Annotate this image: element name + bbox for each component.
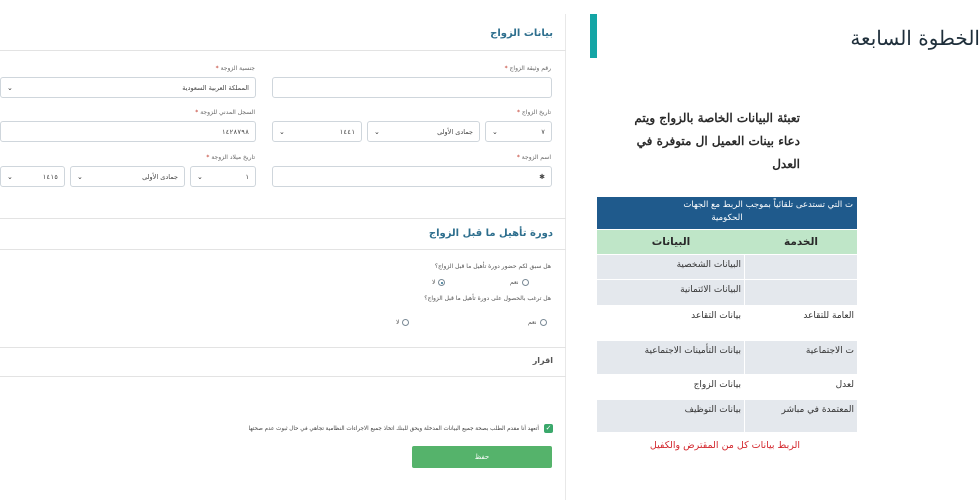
table-row: العامة للتقاعد بيانات التقاعد <box>597 306 857 341</box>
chevron-down-icon: ⌄ <box>492 127 498 136</box>
chevron-down-icon: ⌄ <box>197 172 203 181</box>
chevron-down-icon: ⌄ <box>374 127 380 136</box>
chevron-down-icon: ⌄ <box>7 172 13 181</box>
course-q1-yes-radio[interactable]: نعم <box>510 279 529 286</box>
header-data: البيانات <box>651 236 691 248</box>
contract-number-label: رقم وثيقة الزواج * <box>504 65 551 72</box>
save-button[interactable]: حفظ <box>412 446 552 468</box>
table-row: لعدل بيانات الزواج <box>597 375 857 400</box>
wife-birth-day-select[interactable]: ١ ⌄ <box>190 166 256 187</box>
radio-selected-icon <box>438 279 445 286</box>
table-row: البيانات الشخصية <box>597 255 857 280</box>
chevron-down-icon: ⌄ <box>7 83 13 92</box>
table-caption: ت التي تستدعى تلقائياً بموجب الربط مع الجهات الحكومية <box>597 197 857 229</box>
header-service: الخدمة <box>783 236 819 248</box>
course-q1-no-radio[interactable]: لا <box>432 279 445 286</box>
paragraph-line: العدل <box>772 157 800 171</box>
wife-birth-year-select[interactable]: ١٤١٥ ⌄ <box>0 166 65 187</box>
consent-text: أتعهد أنا مقدم الطلب بصحة جميع البيانات المدخلة ويحق للبنك اتخاذ جميع الاجراءات النظامية تجاهي في حال ثبوت عدم صحتها <box>248 425 539 432</box>
divider <box>0 218 566 219</box>
declaration-title: اقرار <box>532 356 553 365</box>
wife-birth-month-select[interactable]: جمادى الأولى ⌄ <box>70 166 185 187</box>
wife-name-label: اسم الزوجة * <box>516 154 551 161</box>
marriage-month-select[interactable]: جمادى الأولى ⌄ <box>367 121 480 142</box>
footnote: الربط بيانات كل من المقترض والكفيل <box>649 440 800 451</box>
marriage-year-select[interactable]: ١٤٤١ ⌄ <box>272 121 362 142</box>
consent-row <box>195 424 553 433</box>
wife-birth-date-label: تاريخ ميلاد الزوجة * <box>206 154 255 161</box>
course-question-2: هل ترغب بالحصول على دورة تأهيل ما قبل الزواج؟ <box>424 295 551 302</box>
table-header <box>597 230 857 254</box>
table-row: ت الاجتماعية بيانات التأمينات الاجتماعية <box>597 341 857 375</box>
course-section-title: دورة تأهيل ما قبل الزواج <box>428 228 553 239</box>
accent-bar <box>590 14 597 58</box>
radio-icon <box>402 319 409 326</box>
divider <box>0 50 566 51</box>
article-panel <box>590 0 980 500</box>
course-q2-no-radio[interactable]: لا <box>396 319 409 326</box>
course-question-1: هل سبق لكم حضور دورة تأهيل ما قبل الزواج؟ <box>434 263 551 270</box>
chevron-down-icon: ⌄ <box>279 127 285 136</box>
radio-icon <box>522 279 529 286</box>
divider <box>0 376 566 377</box>
paragraph-line: دعاء بينات العميل ال متوفرة في <box>636 134 800 148</box>
consent-checkbox[interactable]: ✓ <box>545 424 552 432</box>
table-row: المعتمدة في مباشر بيانات التوظيف <box>597 400 857 433</box>
divider <box>0 249 566 250</box>
table-row: البيانات الائتمانية <box>597 280 857 306</box>
divider <box>0 347 566 348</box>
contract-number-input[interactable] <box>272 77 552 98</box>
chevron-down-icon: ⌄ <box>77 172 83 181</box>
wife-name-input[interactable] <box>272 166 552 187</box>
marriage-section-title: بيانات الزواج <box>490 28 553 39</box>
course-q2-yes-radio[interactable]: نعم <box>528 319 547 326</box>
wife-nationality-label: جنسية الزوجة * <box>215 65 255 72</box>
step-heading: الخطوة السابعة <box>850 26 980 50</box>
paragraph-line: تعبئة البيانات الخاصة بالزواج ويتم <box>634 111 800 125</box>
wife-nationality-select[interactable]: المملكة العربية السعودية ⌄ <box>0 77 256 98</box>
radio-icon <box>540 319 547 326</box>
marriage-date-label: تاريخ الزواج * <box>516 109 551 116</box>
wife-id-input[interactable]: ١٤٢٨٧٩٨ <box>0 121 256 142</box>
asterisk-icon: ✱ <box>539 172 545 181</box>
marriage-day-select[interactable]: ٧ ⌄ <box>485 121 552 142</box>
wife-id-label: السجل المدني للزوجة * <box>195 109 255 116</box>
